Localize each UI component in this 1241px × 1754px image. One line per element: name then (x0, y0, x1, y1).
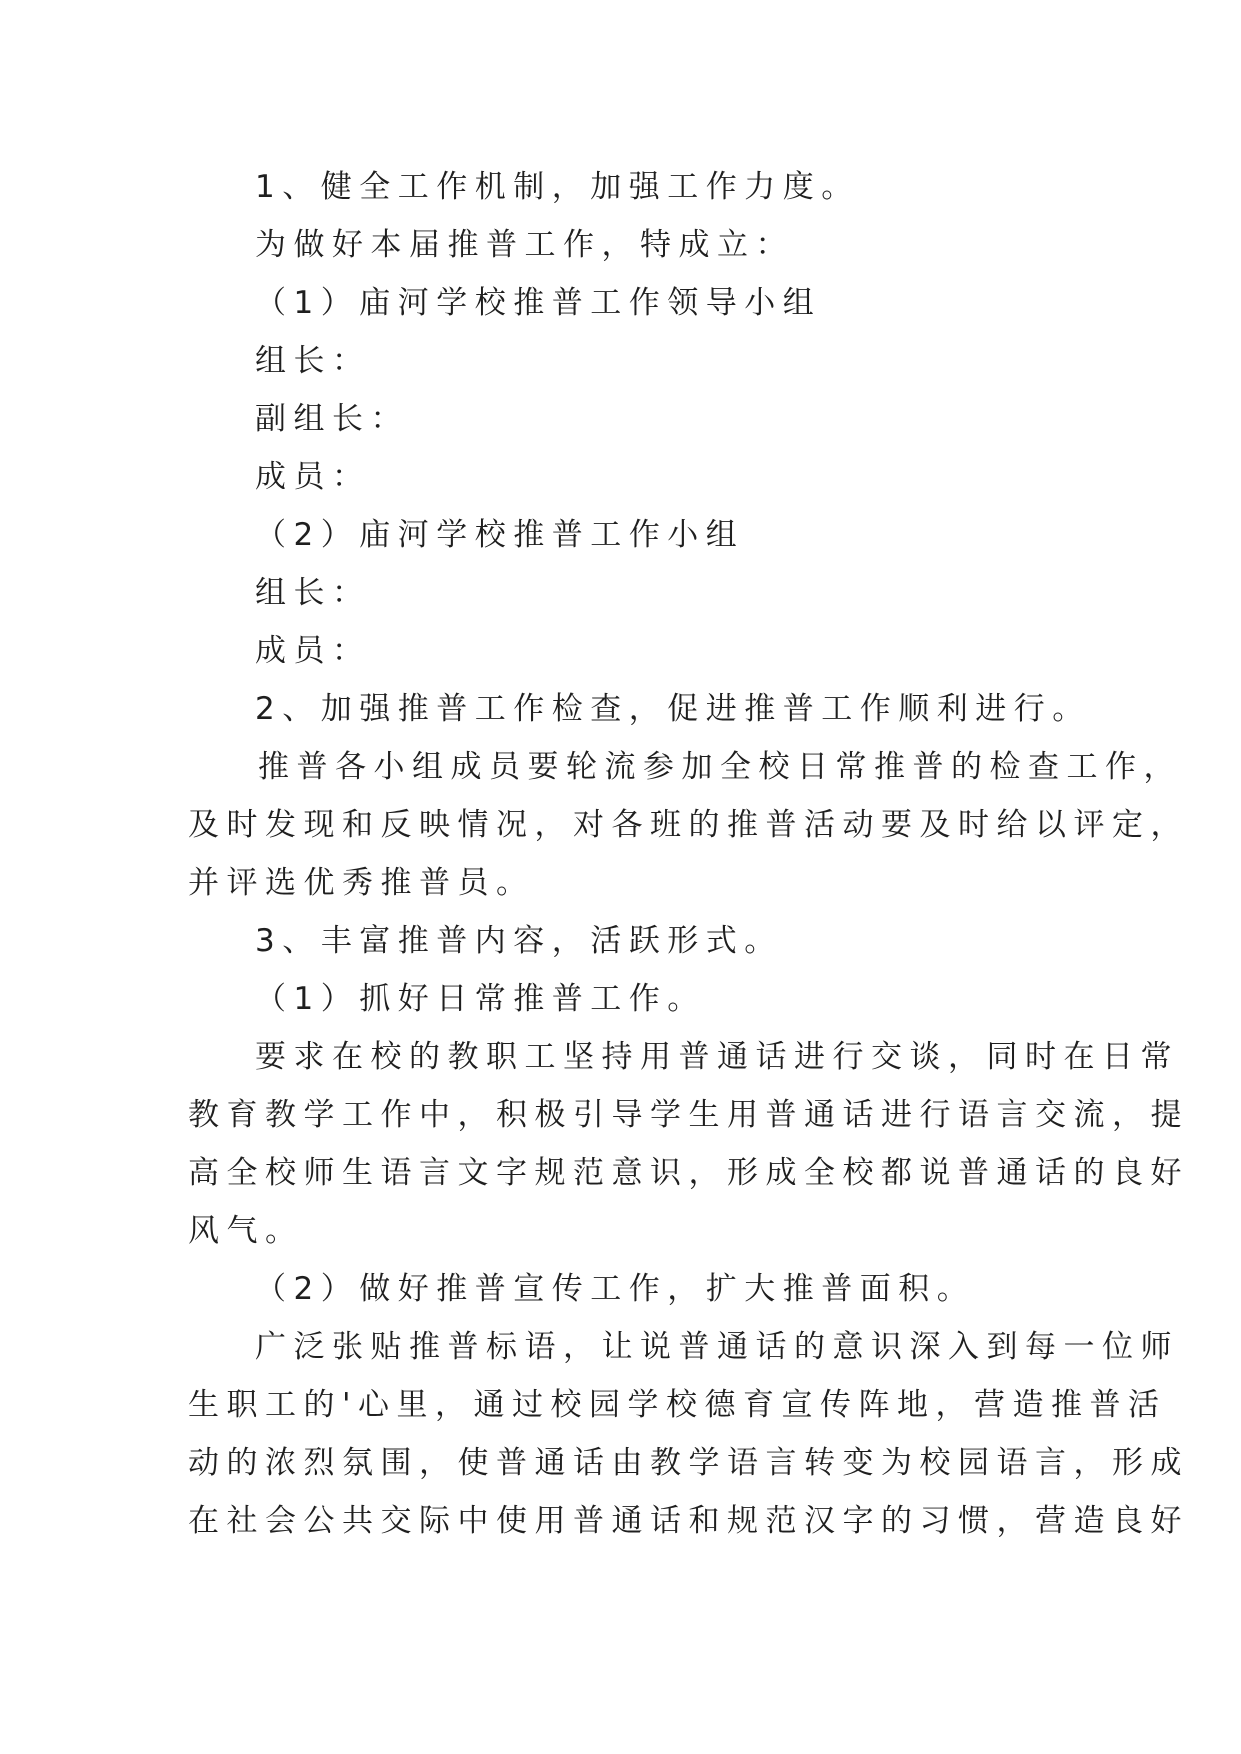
line-paragraph-1: 及时发现和反映情况，对各班的推普活动要及时给以评定， (188, 807, 1189, 843)
line-work-group-members: 成员： (255, 633, 371, 669)
line-section-1-heading: 1、健全工作机制，加强工作力度。 (255, 169, 860, 205)
line-members: 成员： (255, 459, 371, 495)
line-subsection-2-heading: （2）做好推普宣传工作，扩大推普面积。 (255, 1271, 976, 1307)
line-paragraph-1: 推普各小组成员要轮流参加全校日常推普的检查工作， (258, 749, 1182, 785)
line-paragraph-3: 在社会公共交际中使用普通话和规范汉字的习惯，营造良好 (188, 1503, 1189, 1539)
line-section-3-heading: 3、丰富推普内容，活跃形式。 (255, 923, 783, 959)
line-paragraph-2: 教育教学工作中，积极引导学生用普通话进行语言交流，提 (188, 1097, 1189, 1133)
line-subsection-1-heading: （1）抓好日常推普工作。 (255, 981, 706, 1017)
line-work-group-title: （2）庙河学校推普工作小组 (255, 517, 745, 553)
line-section-2-heading: 2、加强推普工作检查，促进推普工作顺利进行。 (255, 691, 1091, 727)
line-leader: 组长： (255, 343, 371, 379)
line-paragraph-3: 广泛张贴推普标语，让说普通话的意识深入到每一位师 (255, 1329, 1179, 1365)
line-work-group-leader: 组长： (255, 575, 371, 611)
line-paragraph-3: 动的浓烈氛围，使普通话由教学语言转变为校园语言，形成 (188, 1445, 1189, 1481)
line-paragraph-2: 要求在校的教职工坚持用普通话进行交谈，同时在日常 (255, 1039, 1179, 1075)
line-paragraph-3: 生职工的'心里，通过校园学校德育宣传阵地，营造推普活 (188, 1387, 1167, 1423)
line-intro: 为做好本届推普工作，特成立： (255, 227, 794, 263)
line-paragraph-1: 并评选优秀推普员。 (188, 865, 535, 901)
line-paragraph-2: 风气。 (188, 1213, 304, 1249)
line-deputy-leader: 副组长： (255, 401, 409, 437)
line-leadership-group-title: （1）庙河学校推普工作领导小组 (255, 285, 822, 321)
line-paragraph-2: 高全校师生语言文字规范意识，形成全校都说普通话的良好 (188, 1155, 1189, 1191)
